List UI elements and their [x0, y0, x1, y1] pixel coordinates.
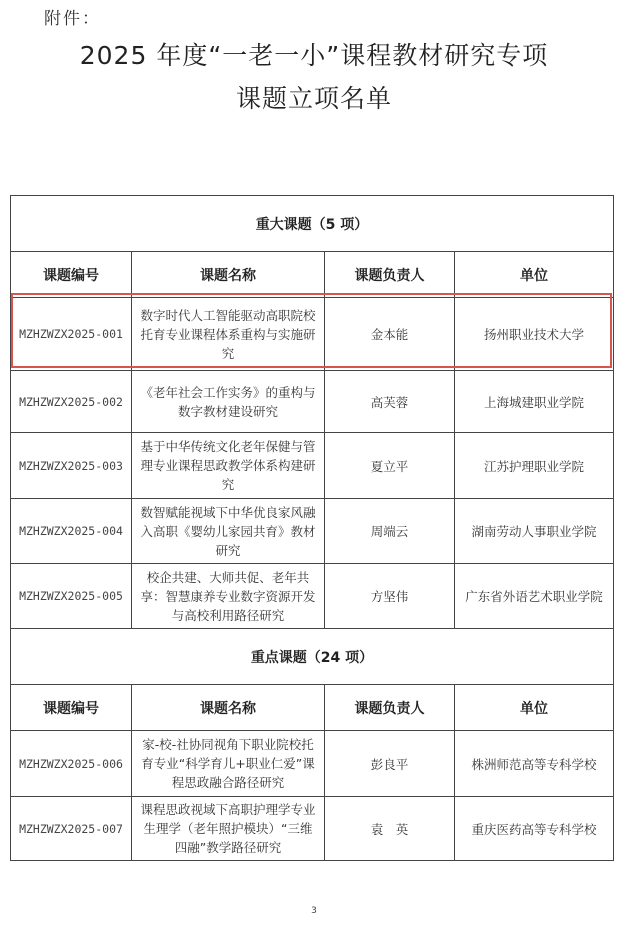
column-header-name: 课题名称: [132, 252, 325, 298]
table-row: [11, 371, 614, 433]
column-header-code: 课题编号: [11, 685, 132, 731]
table-row: [11, 298, 614, 371]
key-section-row: [11, 629, 614, 685]
project-code: MZHZWZX2025-002: [11, 371, 132, 433]
project-name: 数字时代人工智能驱动高职院校托育专业课程体系重构与实施研究: [132, 298, 325, 371]
column-header-unit: 单位: [455, 685, 614, 731]
table-row: [11, 564, 614, 629]
attachment-label: 附件：: [44, 9, 101, 29]
column-header-person: 课题负责人: [325, 685, 455, 731]
table-row: [11, 797, 614, 861]
project-leader: 高芙蓉: [325, 371, 455, 433]
key-header-row: [11, 685, 614, 731]
table-row: [11, 499, 614, 564]
project-leader: 袁 英: [325, 797, 455, 861]
project-name: 家-校-社协同视角下职业院校托育专业“科学育儿+职业仁爱”课程思政融合路径研究: [132, 731, 325, 797]
project-leader: 方坚伟: [325, 564, 455, 629]
project-unit: 广东省外语艺术职业学院: [455, 564, 614, 629]
project-list-table: [10, 195, 614, 861]
project-name: 基于中华传统文化老年保健与管理专业课程思政教学体系构建研究: [132, 433, 325, 499]
project-code: MZHZWZX2025-001: [11, 298, 132, 371]
project-unit: 株洲师范高等专科学校: [455, 731, 614, 797]
project-leader: 彭良平: [325, 731, 455, 797]
project-leader: 夏立平: [325, 433, 455, 499]
table-row: [11, 731, 614, 797]
column-header-person: 课题负责人: [325, 252, 455, 298]
column-header-name: 课题名称: [132, 685, 325, 731]
project-unit: 扬州职业技术大学: [455, 298, 614, 371]
project-name: 数智赋能视域下中华优良家风融入高职《婴幼儿家园共育》教材研究: [132, 499, 325, 564]
project-unit: 重庆医药高等专科学校: [455, 797, 614, 861]
project-unit: 湖南劳动人事职业学院: [455, 499, 614, 564]
project-name: 《老年社会工作实务》的重构与数字教材建设研究: [132, 371, 325, 433]
project-code: MZHZWZX2025-007: [11, 797, 132, 861]
project-unit: 江苏护理职业学院: [455, 433, 614, 499]
key-section-title: 重点课题（24 项）: [11, 629, 614, 685]
project-unit: 上海城建职业学院: [455, 371, 614, 433]
major-section-row: [11, 196, 614, 252]
document-title-line2: 课题立项名单: [235, 84, 392, 113]
major-header-row: [11, 252, 614, 298]
table-row: [11, 433, 614, 499]
project-leader: 金本能: [325, 298, 455, 371]
major-section-title: 重大课题（5 项）: [11, 196, 614, 252]
column-header-unit: 单位: [455, 252, 614, 298]
project-name: 校企共建、大师共促、老年共享：智慧康养专业数字资源开发与高校利用路径研究: [132, 564, 325, 629]
project-code: MZHZWZX2025-006: [11, 731, 132, 797]
project-code: MZHZWZX2025-003: [11, 433, 132, 499]
project-leader: 周端云: [325, 499, 455, 564]
column-header-code: 课题编号: [11, 252, 132, 298]
project-code: MZHZWZX2025-005: [11, 564, 132, 629]
page-number: 3: [311, 906, 317, 916]
project-code: MZHZWZX2025-004: [11, 499, 132, 564]
document-title-line1: 2025 年度“一老一小”课程教材研究专项: [79, 41, 549, 70]
project-name: 课程思政视域下高职护理学专业生理学（老年照护模块）“三维四融”教学路径研究: [132, 797, 325, 861]
